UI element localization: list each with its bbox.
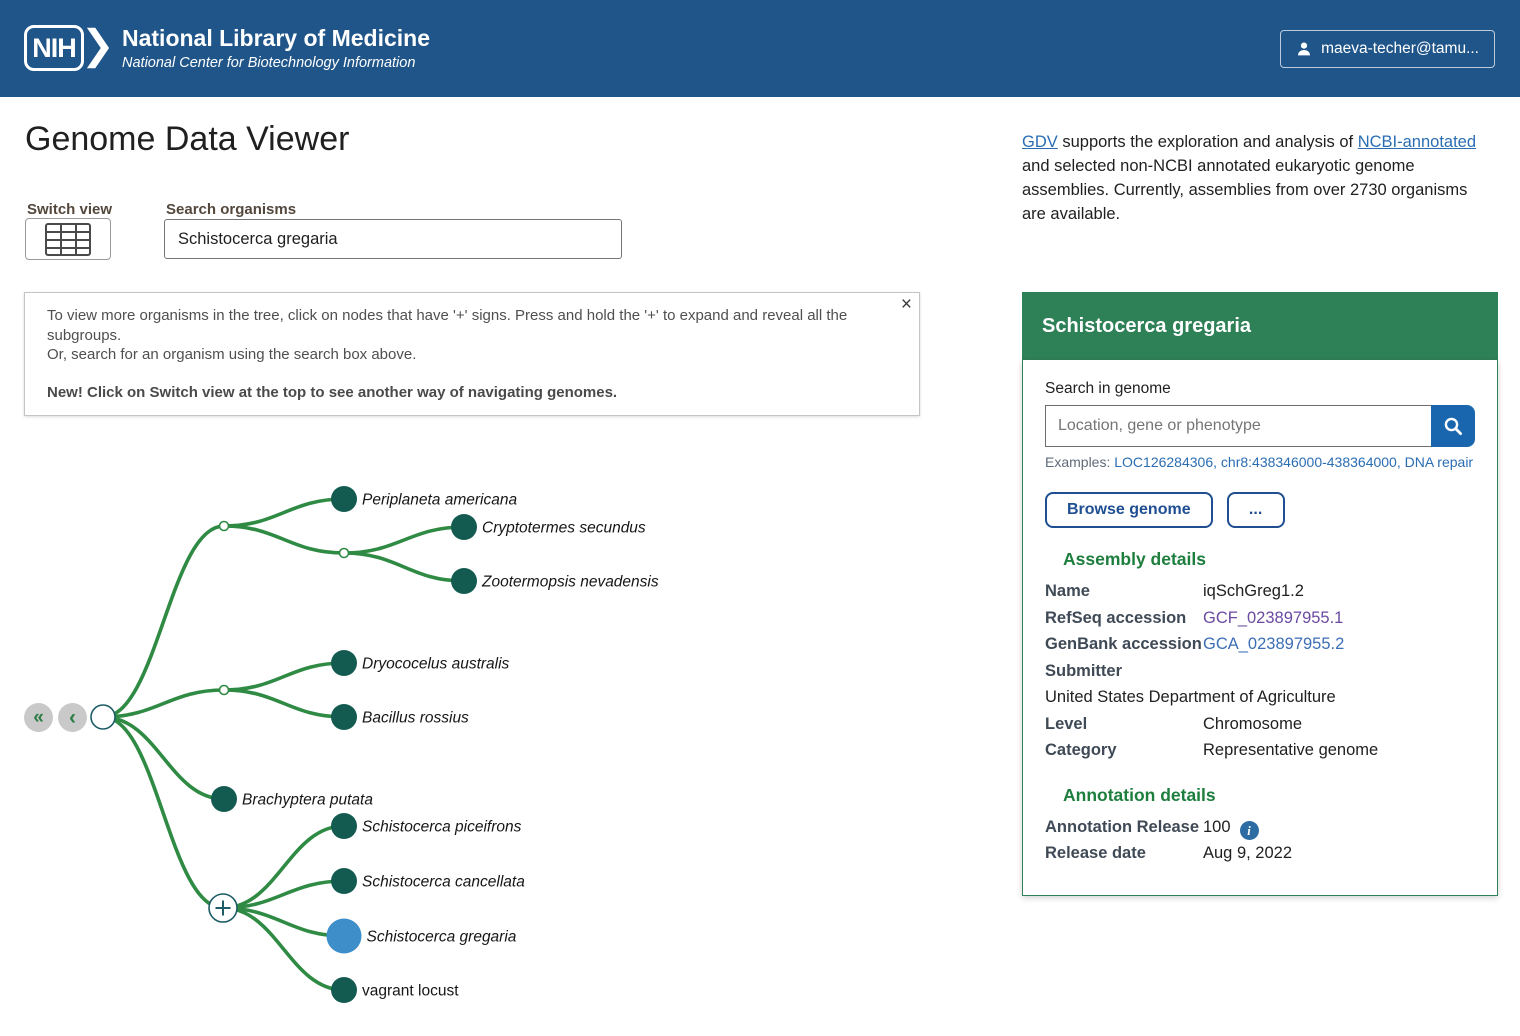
tree-label-vagrant-locust[interactable]: vagrant locust <box>362 982 459 1000</box>
genbank-accession-label: GenBank accession <box>1045 635 1202 653</box>
tree-label-cryptotermes-secundus[interactable]: Cryptotermes secundus <box>482 519 646 537</box>
table-grid-icon <box>45 223 91 256</box>
nlm-logo-text <box>122 25 430 70</box>
info-icon[interactable]: i <box>1240 821 1259 840</box>
tree-edge <box>224 690 344 717</box>
level-label: Level <box>1045 714 1088 733</box>
tree-label-dryococelus-australis[interactable]: Dryococelus australis <box>362 655 510 673</box>
tree-node-brachyptera-putata[interactable] <box>211 786 237 812</box>
search-icon <box>1443 416 1463 436</box>
tree-node-clade-termites[interactable] <box>340 549 349 558</box>
tree-label-bacillus-rossius[interactable]: Bacillus rossius <box>362 709 469 727</box>
example-link-dna-repair[interactable]: DNA repair <box>1404 454 1474 470</box>
tree-back-all-button[interactable] <box>24 703 53 732</box>
tree-label-schistocerca-piceifrons[interactable]: Schistocerca piceifrons <box>362 818 522 836</box>
organism-panel-title: Schistocerca gregaria <box>1042 314 1251 337</box>
notice-line-1: To view more organisms in the tree, click on nodes that have '+' signs. Press and hold the '+' to expand and reveal all the subgroups. <box>47 307 848 344</box>
tree-node-zootermopsis-nevadensis[interactable] <box>451 568 477 594</box>
phylo-tree <box>0 440 940 1036</box>
user-account-button[interactable] <box>1280 30 1495 68</box>
switch-view-label: Switch view <box>27 201 113 218</box>
notice-line-2: Or, search for an organism using the search box above. <box>47 346 417 363</box>
examples-prefix: Examples: <box>1045 454 1115 470</box>
annotation-release-value <box>1203 814 1259 841</box>
tree-node-clade-dictyoptera[interactable] <box>220 522 229 531</box>
genbank-accession-link[interactable]: GCA_023897955.2 <box>1203 635 1345 653</box>
organism-panel-body <box>1022 360 1498 896</box>
level-value: Chromosome <box>1203 714 1303 733</box>
assembly-row-refseq <box>1045 605 1475 632</box>
nlm-logo[interactable] <box>24 24 430 72</box>
example-sep-1: , <box>1213 454 1221 470</box>
example-sep-2: , <box>1396 454 1405 470</box>
example-link-loc[interactable]: LOC126284306 <box>1114 454 1214 470</box>
tree-help-notice <box>24 292 920 416</box>
search-organisms-label: Search organisms <box>166 201 297 218</box>
close-icon[interactable]: × <box>900 294 912 315</box>
search-in-genome-label: Search in genome <box>1045 380 1171 397</box>
tree-node-cryptotermes-secundus[interactable] <box>451 514 477 540</box>
user-email-label: maeva-techer@tamu... <box>1321 40 1479 57</box>
release-date-label: Release date <box>1045 844 1146 863</box>
assembly-row-name <box>1045 578 1475 605</box>
top-banner <box>0 0 1520 97</box>
assembly-name-label: Name <box>1045 582 1090 600</box>
tree-edge <box>103 717 224 799</box>
submitter-value: United States Department of Agriculture <box>1045 688 1336 706</box>
nlm-title: National Library of Medicine <box>122 25 430 52</box>
organism-panel <box>1022 292 1498 896</box>
nih-chevron-icon <box>86 24 110 72</box>
tree-edge <box>103 526 224 717</box>
tree-edge <box>224 663 344 690</box>
tree-node-schistocerca-cancellata[interactable] <box>331 868 357 894</box>
browse-genome-button[interactable]: Browse genome <box>1045 492 1213 528</box>
ncbi-annotated-link[interactable]: NCBI-annotated <box>1357 132 1477 151</box>
more-options-button[interactable]: ... <box>1227 492 1285 528</box>
nih-logo-text: NIH <box>32 32 76 63</box>
search-examples <box>1045 454 1475 470</box>
tree-edge <box>103 717 223 908</box>
double-chevron-left-icon: « <box>33 707 44 728</box>
nih-logo-box <box>24 25 84 71</box>
chevron-left-icon: ‹ <box>69 706 76 729</box>
tree-label-zootermopsis-nevadensis[interactable]: Zootermopsis nevadensis <box>482 573 659 591</box>
category-label: Category <box>1045 741 1117 759</box>
submitter-label: Submitter <box>1045 661 1123 680</box>
annotation-release-row <box>1045 814 1475 841</box>
organism-panel-header <box>1022 292 1498 360</box>
tree-node-root[interactable] <box>91 705 115 729</box>
tree-label-periplaneta-americana[interactable]: Periplaneta americana <box>362 491 518 509</box>
refseq-accession-link[interactable]: GCF_023897955.1 <box>1203 608 1344 627</box>
tree-node-bacillus-rossius[interactable] <box>331 704 357 730</box>
gdv-link[interactable]: GDV <box>1022 132 1058 151</box>
genome-search-button[interactable] <box>1431 405 1475 447</box>
tree-edge <box>344 553 464 581</box>
tree-label-schistocerca-gregaria[interactable]: Schistocerca gregaria <box>366 928 517 946</box>
annotation-details-heading: Annotation details <box>1063 784 1216 805</box>
assembly-details-heading: Assembly details <box>1063 549 1206 569</box>
release-date-value: Aug 9, 2022 <box>1203 844 1292 863</box>
tree-edge <box>344 527 464 553</box>
tree-node-schistocerca-gregaria[interactable] <box>327 919 362 954</box>
switch-view-button[interactable] <box>25 218 111 260</box>
example-link-chr[interactable]: chr8:438346000-438364000 <box>1220 454 1397 470</box>
notice-new-feature: New! Click on Switch view at the top to see another way of navigating genomes. <box>47 383 618 401</box>
tree-back-button[interactable] <box>58 703 87 732</box>
search-organisms-input[interactable] <box>164 219 622 259</box>
tree-label-brachyptera-putata[interactable]: Brachyptera putata <box>242 791 373 809</box>
tree-node-schistocerca-piceifrons[interactable] <box>331 813 357 839</box>
page-title: Genome Data Viewer <box>25 120 350 158</box>
ncbi-subtitle: National Center for Biotechnology Information <box>122 54 416 71</box>
tree-edge <box>103 690 224 717</box>
tree-edge <box>224 526 344 553</box>
refseq-accession-label: RefSeq accession <box>1045 608 1187 627</box>
assembly-name-value: iqSchGreg1.2 <box>1203 582 1304 600</box>
category-value: Representative genome <box>1203 741 1379 759</box>
assembly-row-category <box>1045 737 1475 764</box>
tree-node-clade-phasmatodea[interactable] <box>220 686 229 695</box>
intro-text-1: supports the exploration and analysis of <box>1057 132 1358 151</box>
gdv-intro-paragraph <box>1022 130 1494 226</box>
release-date-row <box>1045 840 1475 867</box>
person-icon <box>1296 41 1312 57</box>
tree-node-vagrant-locust[interactable] <box>331 977 357 1003</box>
tree-node-periplaneta-americana[interactable] <box>331 486 357 512</box>
tree-edge <box>224 499 344 526</box>
tree-label-schistocerca-cancellata[interactable]: Schistocerca cancellata <box>362 873 525 891</box>
intro-text-2: and selected non-NCBI annotated eukaryotic genome assemblies. Currently, assemblies from over 2730 organisms are available. <box>1022 156 1468 223</box>
annotation-release-number: 100 <box>1203 817 1231 836</box>
tree-node-dryococelus-australis[interactable] <box>331 650 357 676</box>
annotation-release-label: Annotation Release <box>1045 817 1200 836</box>
search-in-genome-input[interactable] <box>1045 405 1431 447</box>
assembly-row-level <box>1045 711 1475 738</box>
assembly-row-genbank <box>1045 631 1475 658</box>
